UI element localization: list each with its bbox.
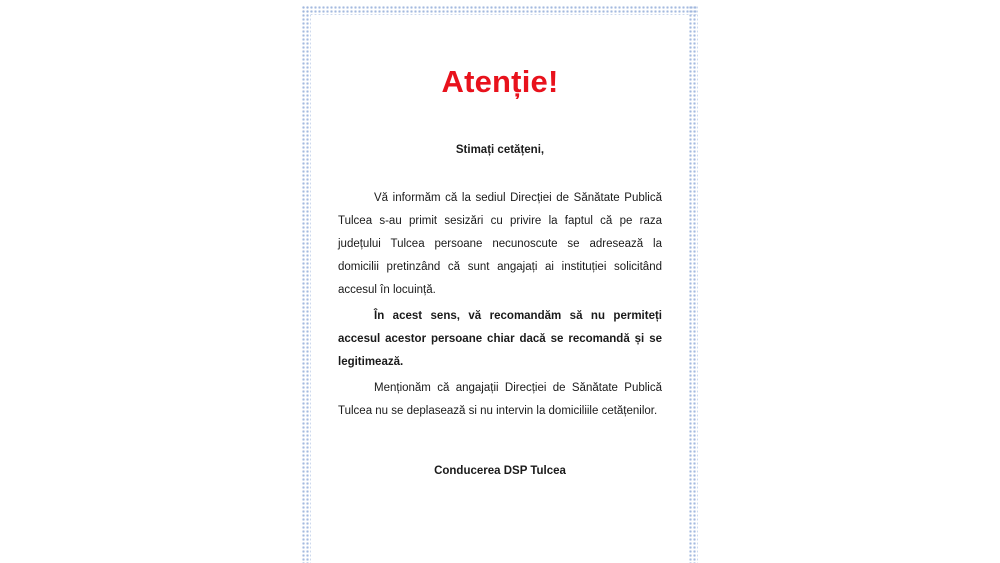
document-sheet	[302, 6, 698, 563]
paragraph-recommendation: În acest sens, vă recomandăm să nu permiteți accesul acestor persoane chiar dacă se recomandă și se legitimează.	[338, 310, 662, 368]
salutation-text: Stimați cetățeni,	[455, 144, 545, 156]
document-content	[338, 6, 662, 563]
decorative-dotted-border-right	[689, 6, 698, 563]
paragraph-intro: Vă informăm că la sediul Direcției de Sănătate Publică Tulcea s-au primit sesizări cu privire la faptul că pe raza județului Tulcea persoane necunoscute se adresează la domicilii pretinzând că sunt angajați ai instituției solicitând accesul în locuință.	[338, 192, 662, 296]
paragraph-mention: Menționăm că angajații Direcției de Sănătate Publică Tulcea nu se deplasează si nu intervin la domiciliile cetățenilor.	[338, 382, 662, 417]
signature-text: Conducerea DSP Tulcea	[434, 465, 566, 477]
page-title: Atenție!	[441, 64, 559, 99]
decorative-dotted-border-left	[302, 6, 311, 563]
